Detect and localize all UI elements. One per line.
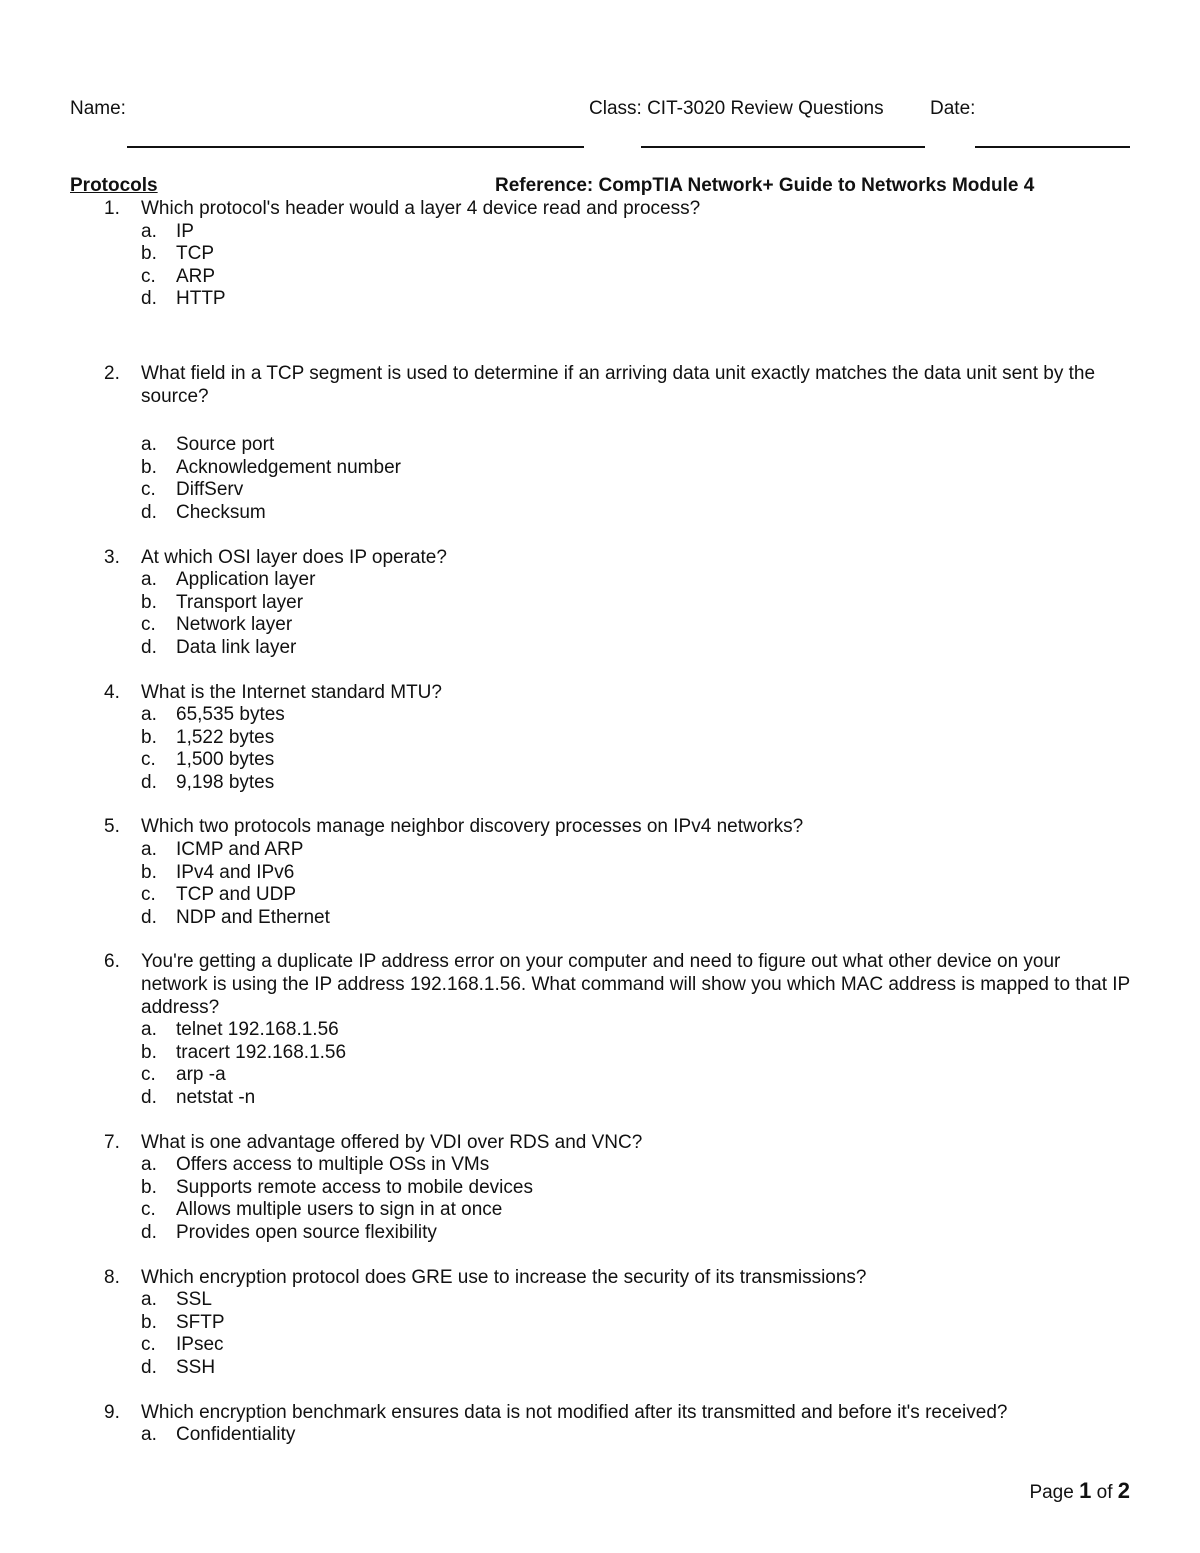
- section-title: Protocols: [70, 175, 158, 196]
- option-text: Data link layer: [176, 636, 297, 658]
- answer-option: [0, 884, 1200, 907]
- question-number: 8.: [104, 1266, 120, 1288]
- option-letter: b.: [141, 243, 157, 265]
- option-text: Supports remote access to mobile devices: [176, 1176, 533, 1198]
- option-letter: d.: [141, 501, 157, 523]
- option-letter: a.: [141, 704, 157, 726]
- question-text: What is the Internet standard MTU?: [141, 681, 442, 703]
- question-number: 3.: [104, 546, 120, 568]
- option-letter: b.: [141, 456, 157, 478]
- question-list: [0, 198, 1200, 1447]
- option-letter: c.: [141, 1334, 156, 1356]
- option-letter: a.: [141, 1424, 157, 1446]
- answer-option: [0, 1222, 1200, 1245]
- answer-option: [0, 772, 1200, 795]
- option-text: Transport layer: [176, 591, 304, 613]
- question-5: [0, 816, 1200, 839]
- answer-option: [0, 704, 1200, 727]
- option-letter: c.: [141, 614, 156, 636]
- answer-option: [0, 1042, 1200, 1065]
- answer-option: [0, 614, 1200, 637]
- class-line: [641, 146, 925, 148]
- option-letter: a.: [141, 1019, 157, 1041]
- option-letter: d.: [141, 1356, 157, 1378]
- option-text: ICMP and ARP: [176, 839, 304, 861]
- answer-option: [0, 1424, 1200, 1447]
- option-letter: c.: [141, 749, 156, 771]
- question-6: [0, 951, 1200, 1019]
- option-letter: a.: [141, 569, 157, 591]
- answer-option: [0, 1087, 1200, 1110]
- option-text: TCP and UDP: [176, 884, 297, 906]
- question-text: At which OSI layer does IP operate?: [141, 546, 447, 568]
- answer-option: [0, 434, 1200, 457]
- answer-option: [0, 502, 1200, 525]
- option-text: SSL: [176, 1289, 212, 1311]
- option-text: Provides open source flexibility: [176, 1221, 437, 1243]
- option-letter: d.: [141, 1221, 157, 1243]
- answer-option: [0, 243, 1200, 266]
- question-8: [0, 1267, 1200, 1290]
- option-letter: c.: [141, 479, 156, 501]
- question-text: Which encryption protocol does GRE use to increase the security of its transmissions?: [141, 1266, 867, 1288]
- question-number: 2.: [104, 362, 120, 384]
- answer-option: [0, 1334, 1200, 1357]
- answer-option: [0, 1177, 1200, 1200]
- option-letter: c.: [141, 1064, 156, 1086]
- option-letter: a.: [141, 1289, 157, 1311]
- answer-option: [0, 1357, 1200, 1380]
- option-text: telnet 192.168.1.56: [176, 1019, 339, 1041]
- option-text: Acknowledgement number: [176, 456, 401, 478]
- option-text: Confidentiality: [176, 1424, 296, 1446]
- option-letter: b.: [141, 591, 157, 613]
- option-text: Network layer: [176, 614, 293, 636]
- answer-option: [0, 1064, 1200, 1087]
- answer-option: [0, 637, 1200, 660]
- question-number: 4.: [104, 681, 120, 703]
- option-text: TCP: [176, 243, 214, 265]
- option-text: NDP and Ethernet: [176, 906, 330, 928]
- class-label: Class: CIT-3020 Review Questions: [589, 98, 884, 119]
- option-text: netstat -n: [176, 1087, 256, 1108]
- option-letter: d.: [141, 771, 157, 793]
- option-letter: a.: [141, 220, 157, 242]
- option-text: tracert 192.168.1.56: [176, 1041, 347, 1063]
- option-letter: b.: [141, 726, 157, 748]
- name-label: Name:: [70, 98, 126, 119]
- question-number: 5.: [104, 816, 120, 838]
- option-letter: d.: [141, 1087, 157, 1108]
- option-text: arp -a: [176, 1064, 226, 1086]
- question-4: [0, 682, 1200, 705]
- option-text: 1,522 bytes: [176, 726, 275, 748]
- option-text: IPsec: [176, 1334, 224, 1356]
- question-1: [0, 198, 1200, 221]
- option-letter: b.: [141, 1176, 157, 1198]
- option-text: HTTP: [176, 288, 226, 310]
- answer-option: [0, 1312, 1200, 1335]
- page-current: 1: [1079, 1478, 1092, 1503]
- answer-option: [0, 862, 1200, 885]
- option-letter: d.: [141, 906, 157, 928]
- page-prefix: Page: [1029, 1482, 1080, 1503]
- option-text: Offers access to multiple OSs in VMs: [176, 1154, 490, 1176]
- option-text: 1,500 bytes: [176, 749, 275, 771]
- question-number: 9.: [104, 1401, 120, 1423]
- answer-option: [0, 266, 1200, 289]
- option-text: DiffServ: [176, 479, 244, 501]
- page-footer: [1029, 1478, 1130, 1504]
- option-letter: c.: [141, 265, 156, 287]
- question-number: 6.: [104, 951, 120, 973]
- question-text: What is one advantage offered by VDI over RDS and VNC?: [141, 1131, 643, 1153]
- option-text: 65,535 bytes: [176, 704, 285, 726]
- question-number: 1.: [104, 198, 120, 219]
- option-letter: c.: [141, 884, 156, 906]
- answer-option: [0, 749, 1200, 772]
- question-number: 7.: [104, 1131, 120, 1153]
- question-text: Which two protocols manage neighbor discovery processes on IPv4 networks?: [141, 816, 804, 838]
- question-2: [0, 363, 1200, 408]
- answer-option: [0, 1289, 1200, 1312]
- option-letter: b.: [141, 1311, 157, 1333]
- answer-option: [0, 907, 1200, 930]
- option-text: SFTP: [176, 1311, 225, 1333]
- option-letter: a.: [141, 1154, 157, 1176]
- option-letter: a.: [141, 839, 157, 861]
- option-text: SSH: [176, 1356, 216, 1378]
- option-text: Application layer: [176, 569, 316, 591]
- answer-option: [0, 221, 1200, 244]
- question-text: Which protocol's header would a layer 4 device read and process?: [141, 198, 701, 219]
- option-letter: c.: [141, 1199, 156, 1221]
- answer-option: [0, 569, 1200, 592]
- option-text: Source port: [176, 434, 275, 456]
- option-text: ARP: [176, 265, 216, 287]
- option-text: Allows multiple users to sign in at once: [176, 1199, 503, 1221]
- answer-option: [0, 1154, 1200, 1177]
- question-text: Which encryption benchmark ensures data is not modified after its transmitted and before it's received?: [141, 1401, 1008, 1423]
- answer-option: [0, 727, 1200, 750]
- answer-option: [0, 288, 1200, 311]
- question-7: [0, 1132, 1200, 1155]
- question-text: What field in a TCP segment is used to determine if an arriving data unit exactly matches the data unit sent by the source?: [141, 362, 1096, 407]
- answer-option: [0, 1199, 1200, 1222]
- answer-option: [0, 839, 1200, 862]
- option-letter: b.: [141, 861, 157, 883]
- option-letter: d.: [141, 636, 157, 658]
- answer-option: [0, 479, 1200, 502]
- option-letter: b.: [141, 1041, 157, 1063]
- question-text: You're getting a duplicate IP address error on your computer and need to figure out what other device on your network is using the IP address 192.168.1.56. What command will show you which MAC address is mapped to that IP address?: [141, 951, 1130, 1018]
- option-text: 9,198 bytes: [176, 771, 275, 793]
- date-label: Date:: [930, 98, 976, 119]
- name-line[interactable]: [127, 146, 584, 148]
- answer-option: [0, 1019, 1200, 1042]
- option-letter: d.: [141, 288, 157, 310]
- page-total: 2: [1117, 1478, 1130, 1503]
- answer-option: [0, 457, 1200, 480]
- option-letter: a.: [141, 434, 157, 456]
- question-3: [0, 547, 1200, 570]
- question-9: [0, 1402, 1200, 1425]
- option-text: IPv4 and IPv6: [176, 861, 295, 883]
- answer-option: [0, 592, 1200, 615]
- page-of: of: [1091, 1482, 1118, 1503]
- option-text: Checksum: [176, 501, 266, 523]
- option-text: IP: [176, 220, 194, 242]
- date-line[interactable]: [975, 146, 1130, 148]
- reference-text: Reference: CompTIA Network+ Guide to Networks Module 4: [495, 175, 1035, 196]
